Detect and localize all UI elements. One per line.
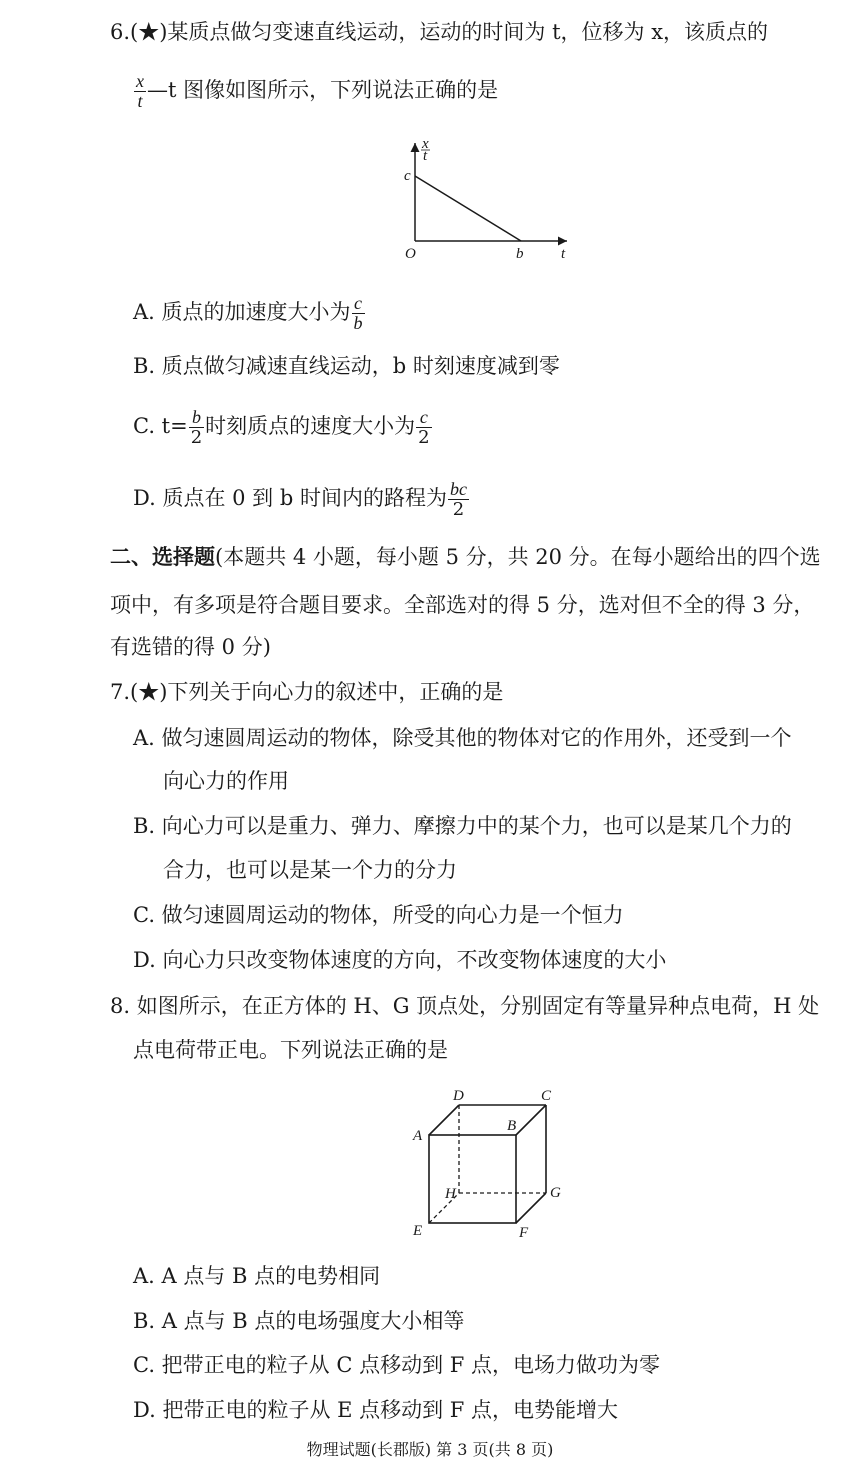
q8-option-d: D. 把带正电的粒子从 E 点移动到 F 点，电势能增大 bbox=[133, 1398, 619, 1422]
q8-option-a: A. A 点与 B 点的电势相同 bbox=[133, 1264, 381, 1288]
cube-edge-bc bbox=[516, 1105, 546, 1135]
frac-denominator: 2 bbox=[190, 427, 203, 448]
x-axis-label: t bbox=[561, 246, 566, 262]
section-heading: 二、选择题 bbox=[110, 544, 215, 569]
q7-option-a-line2: 向心力的作用 bbox=[163, 769, 289, 793]
q8-option-c: C. 把带正电的粒子从 C 点移动到 F 点，电场力做功为零 bbox=[133, 1353, 661, 1377]
q7-option-b-line1: B. 向心力可以是重力、弹力、摩擦力中的某个力，也可以是某几个力的 bbox=[133, 814, 792, 838]
q8-stem-line1: 8. 如图所示，在正方体的 H、G 顶点处，分别固定有等量异种点电荷，H 处 bbox=[110, 994, 820, 1018]
section2-line2: 项中，有多项是符合题目要求。全部选对的得 5 分，选对但不全的得 3 分， bbox=[110, 593, 815, 617]
q8-cube-diagram bbox=[405, 1085, 575, 1240]
q7-option-a-line1: A. 做匀速圆周运动的物体，除受其他的物体对它的作用外，还受到一个 bbox=[133, 726, 792, 750]
page-footer: 物理试题(长郡版) 第 3 页(共 8 页) bbox=[306, 1440, 554, 1459]
q6-option-c bbox=[133, 408, 433, 447]
frac-denominator: b bbox=[353, 313, 363, 333]
option-text: A. 质点的加速度大小为 bbox=[133, 300, 351, 324]
cube-edge-ad bbox=[429, 1105, 459, 1135]
frac-denominator: t bbox=[137, 91, 143, 111]
section2-line1 bbox=[110, 542, 821, 572]
q6-frac-x-over-t bbox=[134, 72, 146, 111]
frac-denominator: 2 bbox=[418, 427, 430, 448]
frac-denominator: 2 bbox=[452, 499, 465, 520]
option-text: D. 质点在 0 到 b 时间内的路程为 bbox=[133, 486, 447, 510]
vertex-f-label: F bbox=[519, 1225, 529, 1240]
q7-option-c: C. 做匀速圆周运动的物体，所受的向心力是一个恒力 bbox=[133, 903, 624, 927]
section-instructions: (本题共 4 小题，每小题 5 分，共 20 分。在每小题给出的四个选 bbox=[215, 545, 821, 569]
q6-option-d bbox=[133, 480, 470, 519]
q6-option-a bbox=[133, 294, 366, 333]
q6-stem-line1: 6.(★)某质点做匀变速直线运动，运动的时间为 t，位移为 x，该质点的 bbox=[110, 20, 769, 44]
intercept-b-label: b bbox=[516, 246, 524, 262]
frac-numerator: c bbox=[416, 408, 431, 428]
vertex-c-label: C bbox=[541, 1088, 552, 1104]
section2-line3: 有选错的得 0 分) bbox=[110, 635, 271, 659]
option-text: C. t= bbox=[133, 414, 188, 438]
frac-numerator: bc bbox=[449, 479, 467, 499]
q8-stem-line2: 点电荷带正电。下列说法正确的是 bbox=[133, 1038, 448, 1062]
option-text: 时刻质点的速度大小为 bbox=[205, 414, 416, 438]
q7-stem: 7.(★)下列关于向心力的叙述中，正确的是 bbox=[110, 680, 504, 704]
q6-xt-t-graph bbox=[395, 135, 585, 265]
q6-stem-line2-text: —t 图像如图所示，下列说法正确的是 bbox=[147, 78, 499, 102]
q7-option-b-line2: 合力，也可以是某一个力的分力 bbox=[163, 858, 457, 882]
vertex-b-label: B bbox=[507, 1118, 517, 1134]
y-axis-label-den: t bbox=[423, 148, 428, 164]
vertex-e-label: E bbox=[413, 1223, 423, 1239]
vertex-a-label: A bbox=[413, 1128, 423, 1144]
intercept-c-label: c bbox=[404, 168, 411, 184]
vertex-h-label: H bbox=[445, 1186, 456, 1202]
vertex-g-label: G bbox=[550, 1185, 561, 1201]
q8-option-b: B. A 点与 B 点的电场强度大小相等 bbox=[133, 1309, 465, 1333]
q6-option-b: B. 质点做匀减速直线运动，b 时刻速度减到零 bbox=[133, 354, 560, 378]
frac-numerator: b bbox=[189, 408, 204, 428]
graph-line bbox=[415, 176, 521, 241]
origin-label: O bbox=[405, 246, 416, 262]
vertex-d-label: D bbox=[453, 1088, 464, 1104]
cube-front-face bbox=[429, 1135, 516, 1223]
frac-b-over-2 bbox=[189, 408, 204, 447]
frac-c-over-b bbox=[352, 294, 365, 333]
q7-option-d: D. 向心力只改变物体速度的方向，不改变物体速度的大小 bbox=[133, 948, 667, 972]
frac-numerator: x bbox=[136, 71, 144, 91]
y-axis-label-num: x bbox=[422, 136, 429, 152]
q6-stem-line2 bbox=[133, 72, 498, 111]
frac-numerator: c bbox=[352, 294, 365, 314]
cube-edge-fg bbox=[516, 1193, 546, 1223]
frac-c-over-2 bbox=[416, 408, 431, 447]
frac-bc-over-2 bbox=[448, 480, 469, 519]
